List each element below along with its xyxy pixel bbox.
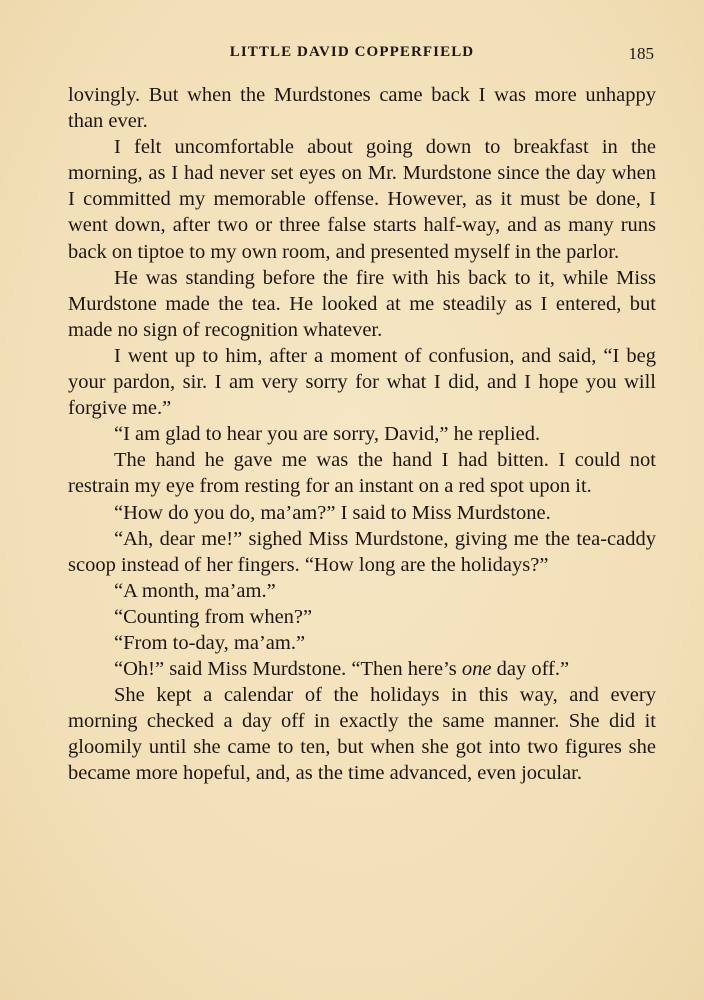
paragraph: I felt uncomfortable about going down to breakfast in the morning, as I had never set eyes on Mr. Murdstone since the day when I committed my memorable offense. However, as it must be done, I went down, after two or three false starts half-way, and as many runs back on tiptoe to my own room, and presented myself in the parlor. xyxy=(68,136,656,263)
paragraph: “Ah, dear me!” sighed Miss Murdstone, giving me the tea-caddy scoop instead of her fingers. “How long are the holidays?” xyxy=(68,527,656,576)
paragraph: The hand he gave me was the hand I had bitten. I could not restrain my eye from resting for an instant on a red spot upon it. xyxy=(68,449,656,498)
running-title: LITTLE DAVID COPPERFIELD xyxy=(229,44,475,60)
paragraph: I went up to him, after a moment of confusion, and said, “I beg your pardon, sir. I am very sorry for what I did, and I hope you will forgive me.” xyxy=(68,344,656,420)
paragraph: “Counting from when?” xyxy=(114,605,313,628)
paragraph: “A month, ma’am.” xyxy=(114,579,276,602)
paragraph: “From to-day, ma’am.” xyxy=(114,631,306,654)
paragraph: “I am glad to hear you are sorry, David,” he replied. xyxy=(114,423,541,446)
paragraph: lovingly. But when the Murdstones came back I was more unhappy than ever. xyxy=(68,84,656,133)
emphasized-word: one xyxy=(461,658,492,681)
paragraph xyxy=(68,656,656,682)
paragraph-text: day off.” xyxy=(491,658,570,681)
paragraph-text: “Oh!” said Miss Murdstone. “Then here’s xyxy=(114,658,462,681)
paragraph: He was standing before the fire with his back to it, while Miss Murdstone made the tea. He looked at me steadily as I entered, but made no sign of recognition whatever. xyxy=(68,266,656,341)
body-text xyxy=(68,82,656,787)
running-head xyxy=(0,44,704,68)
paragraph: She kept a calendar of the holidays in this way, and every morning checked a day off in exactly the same manner. She did it gloomily until she came to ten, but when she got into two figures she became more hopeful, and, as the time advanced, even jocular. xyxy=(68,684,656,785)
page-number: 185 xyxy=(628,44,654,63)
paragraph: “How do you do, ma’am?” I said to Miss Murdstone. xyxy=(114,501,551,524)
